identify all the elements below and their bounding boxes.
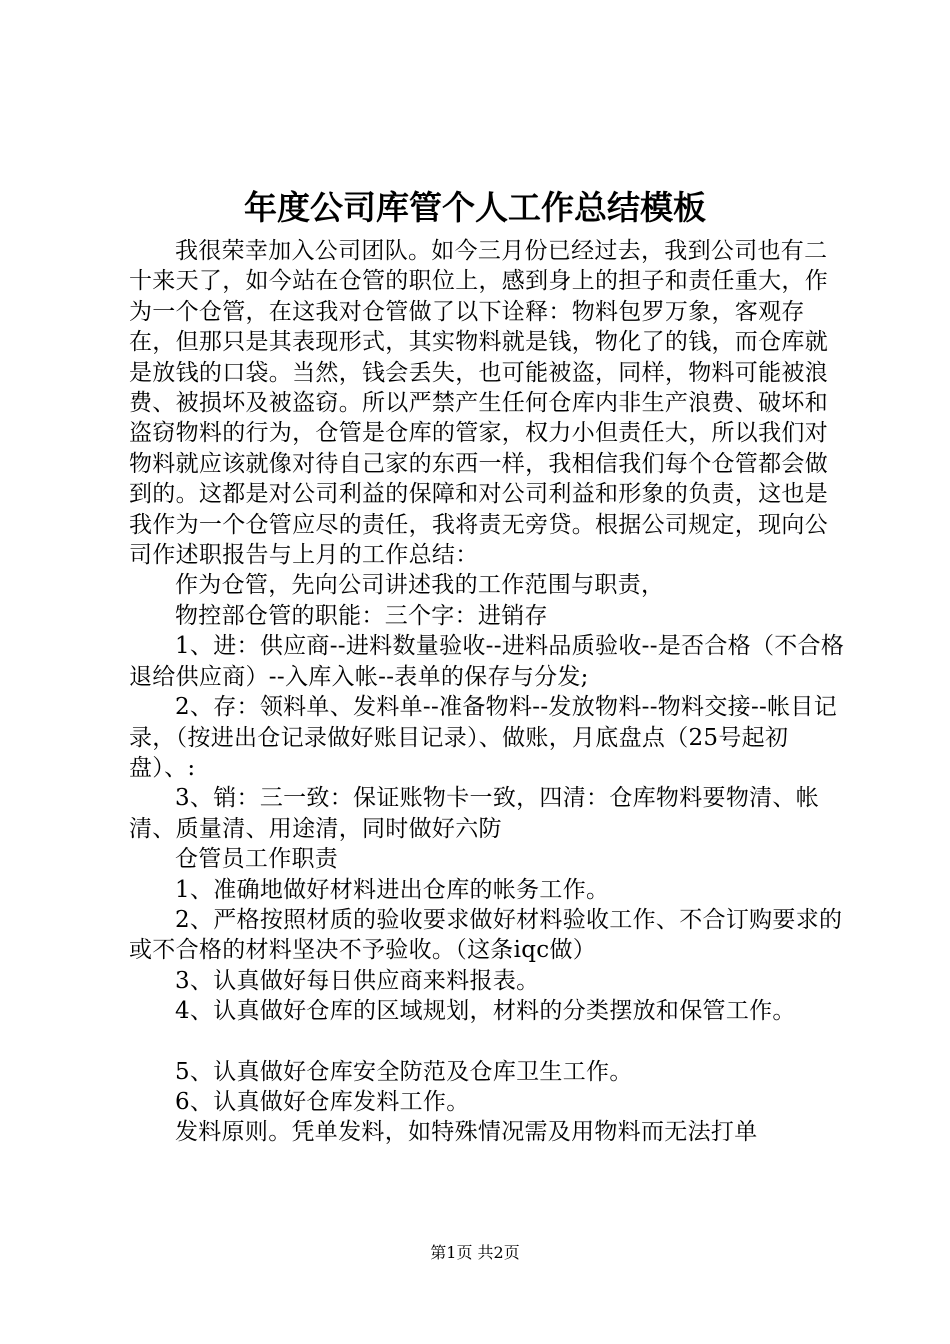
paragraph-storage: 2、存：领料单、发料单--准备物料--发放物料--物料交接--帐目记录，（按进出仓记录做好账目记录）、做账，月底盘点（25号起初盘）、:	[129, 694, 838, 781]
paragraph-duty-2: 2、严格按照材质的验收要求做好材料验收工作、不合订购要求的或不合格的材料坚决不予验收。（这条iqc做）	[129, 906, 843, 964]
document-body	[129, 236, 845, 1148]
paragraph-duty-3: 3、认真做好每日供应商来料报表。	[175, 967, 540, 994]
paragraph-duties-heading: 仓管员工作职责	[175, 846, 339, 873]
paragraph-inbound: 1、进：供应商--进料数量验收--进料品质验收--是否合格（不合格退给供应商）--入库入帐--表单的保存与分发;	[129, 633, 845, 690]
paragraph-intro: 我很荣幸加入公司团队。如今三月份已经过去，我到公司也有二十来天了，如今站在仓管的职位上，感到身上的担子和责任重大，作为一个仓管，在这我对仓管做了以下诠释：物料包罗万象，客观存在，但那只是其表现形式，其实物料就是钱，物化了的钱，而仓库就是放钱的口袋。当然，钱会丢失，也可能被盗，同样，物料可能被浪费、被损坏及被盗窃。所以严禁产生任何仓库内非生产浪费、破坏和盗窃物料的行为，仓管是仓库的管家，权力小但责任大，所以我们对物料就应该就像对待自己家的东西一样，我相信我们每个仓管都会做到的。这都是对公司利益的保障和对公司利益和形象的负责，这也是我作为一个仓管应尽的责任，我将责无旁贷。根据公司规定，现向公司作述职报告与上月的工作总结：	[129, 238, 828, 569]
page-indicator: 第1页 共2页	[430, 1243, 520, 1262]
paragraph-scope: 作为仓管，先向公司讲述我的工作范围与职责，	[175, 572, 665, 599]
paragraph-issue-principle: 发料原则。凭单发料，如特殊情况需及用物料而无法打单	[175, 1119, 758, 1146]
paragraph-duty-1: 1、准确地做好材料进出仓库的帐务工作。	[175, 876, 610, 903]
paragraph-duty-4: 4、认真做好仓库的区域规划，材料的分类摆放和保管工作。	[175, 998, 796, 1025]
document-title: 年度公司库管个人工作总结模板	[244, 188, 706, 227]
paragraph-outbound: 3、销：三一致：保证账物卡一致，四清：仓库物料要物清、帐清、质量清、用途清，同时做好六防	[129, 785, 820, 842]
paragraph-duty-6: 6、认真做好仓库发料工作。	[175, 1088, 470, 1115]
paragraph-duty-5: 5、认真做好仓库安全防范及仓库卫生工作。	[175, 1058, 633, 1085]
paragraph-functions: 物控部仓管的职能：三个字：进销存	[175, 602, 548, 629]
